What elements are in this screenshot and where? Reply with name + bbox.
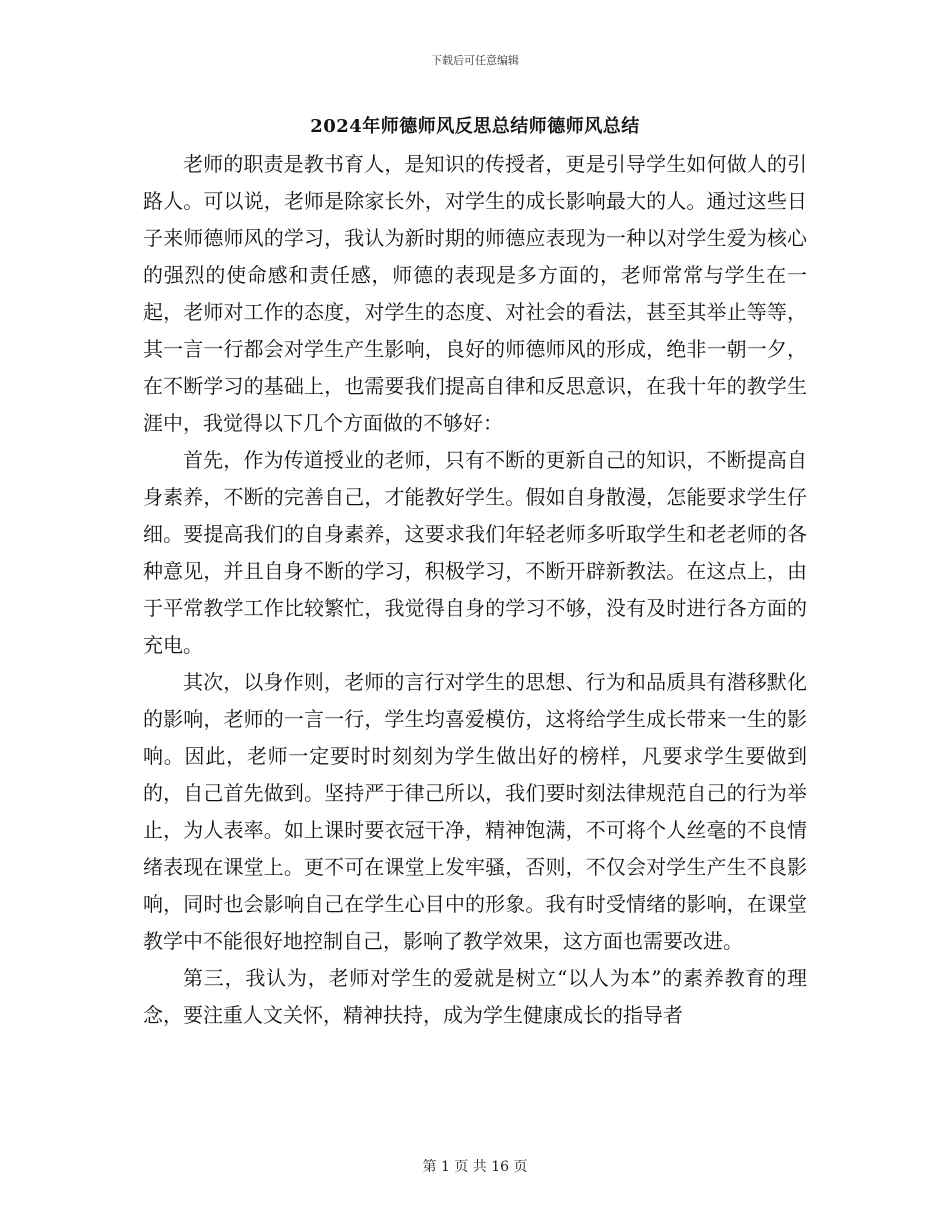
paragraph-3: 其次，以身作则，老师的言行对学生的思想、行为和品质具有潜移默化的影响，老师的一言一行，学生均喜爱模仿，这将给学生成长带来一生的影响。因此，老师一定要时时刻刻为学生做出好的榜样，凡要求学生要做到的，自己首先做到。坚持严于律己所以，我们要时刻法律规范自己的行为举止，为人表率。如上课时要衣冠干净，精神饱满，不可将个人丝毫的不良情绪表现在课堂上。更不可在课堂上发牢骚，否则，不仅会对学生产生不良影响，同时也会影响自己在学生心目中的形象。我有时受情绪的影响，在课堂教学中不能很好地控制自己，影响了教学效果，这方面也需要改进。 <box>143 670 807 953</box>
page-footer: 第 1 页 共 16 页 <box>422 1159 528 1175</box>
paragraph-4: 第三，我认为，老师对学生的爱就是树立“以人为本”的素养教育的理念，要注重人文关怀，精神扶持，成为学生健康成长的指导者 <box>143 966 807 1027</box>
document-body <box>143 146 807 1034</box>
document-title: 2024年师德师风反思总结师德师风总结 <box>310 116 640 137</box>
paragraph-1: 老师的职责是教书育人，是知识的传授者，更是引导学生如何做人的引路人。可以说，老师是除家长外，对学生的成长影响最大的人。通过这些日子来师德师风的学习，我认为新时期的师德应表现为一种以对学生爱为核心的强烈的使命感和责任感，师德的表现是多方面的，老师常常与学生在一起，老师对工作的态度，对学生的态度、对社会的看法，甚至其举止等等，其一言一行都会对学生产生影响，良好的师德师风的形成，绝非一朝一夕，在不断学习的基础上，也需要我们提高自律和反思意识，在我十年的教学生涯中，我觉得以下几个方面做的不够好： <box>143 152 807 435</box>
paragraph-2: 首先，作为传道授业的老师，只有不断的更新自己的知识，不断提高自身素养，不断的完善自己，才能教好学生。假如自身散漫，怎能要求学生仔细。要提高我们的自身素养，这要求我们年轻老师多听取学生和老老师的各种意见，并且自身不断的学习，积极学习，不断开辟新教法。在这点上，由于平常教学工作比较繁忙，我觉得自身的学习不够，没有及时进行各方面的充电。 <box>143 448 807 657</box>
page-header: 下载后可任意编辑 <box>431 54 519 67</box>
